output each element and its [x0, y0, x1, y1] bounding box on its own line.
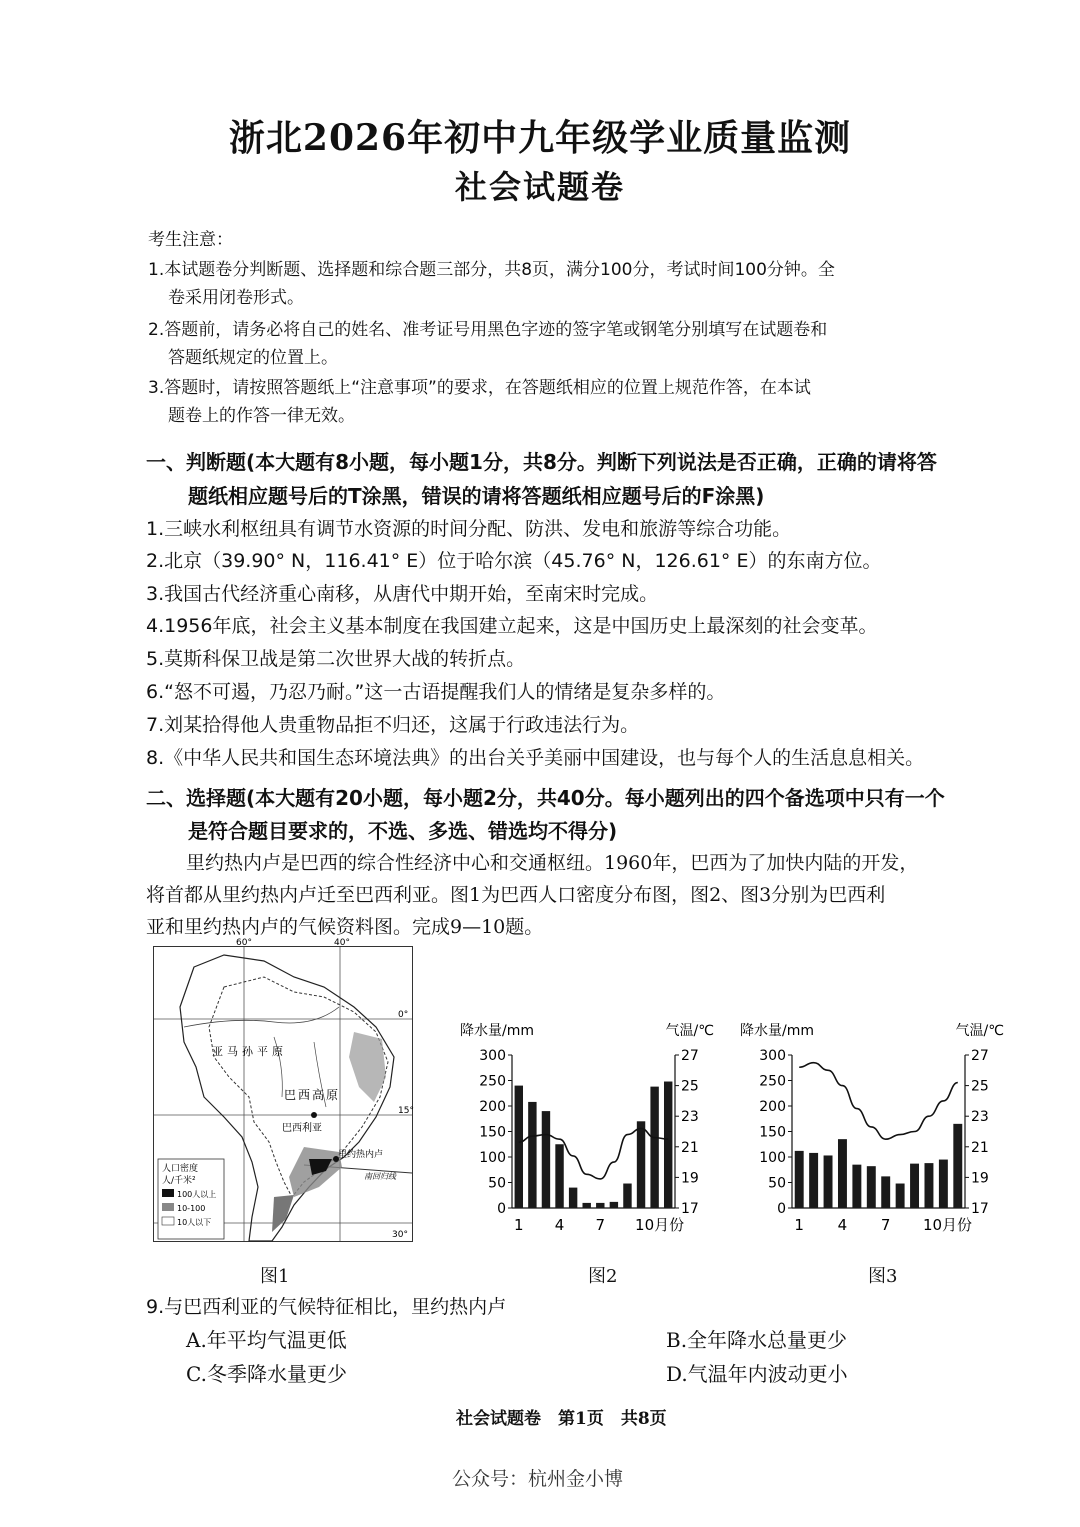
option-b: B.全年降水总量更少 — [666, 1328, 848, 1352]
climate-chart-svg — [730, 1015, 1010, 1245]
notice-line: 2.答题前，请务必将自己的姓名、准考证号用黑色字迹的签字笔或钢笔分别填写在试题卷和 — [148, 320, 828, 340]
section1-heading-cont: 题纸相应题号后的T涂黑，错误的请将答题纸相应题号后的F涂黑) — [188, 484, 765, 508]
y2-tick-label: 27 — [971, 1048, 989, 1064]
x-tick-label: 7 — [880, 1216, 891, 1234]
section1-heading: 一、判断题(本大题有8小题，每小题1分，共8分。判断下列说法是否正确，正确的请将答 — [146, 450, 937, 474]
legend-item: 10-100 — [177, 1204, 206, 1213]
y-tick-label: 0 — [777, 1201, 786, 1217]
section2-heading-cont: 是符合题目要求的，不选、多选、错选均不得分) — [188, 819, 618, 843]
legend-item: 100人以上 — [177, 1190, 217, 1199]
x-tick-label: 4 — [554, 1216, 565, 1234]
notice-line: 1.本试题卷分判断题、选择题和综合题三部分，共8页，满分100分，考试时间100分钟。全 — [148, 260, 835, 280]
option-c: C.冬季降水量更少 — [186, 1362, 347, 1386]
precip-bar — [637, 1121, 645, 1208]
precip-bar — [824, 1155, 833, 1208]
notice-heading: 考生注意： — [148, 230, 233, 250]
y2-tick-label: 19 — [681, 1170, 699, 1187]
notice-line: 卷采用闭卷形式。 — [168, 288, 304, 308]
y2-tick-label: 23 — [971, 1109, 989, 1126]
precip-bar — [809, 1153, 818, 1208]
legend-title: 人口密度 — [162, 1164, 199, 1174]
y2-tick-label: 19 — [971, 1170, 989, 1187]
climate-chart-rio — [730, 1015, 1010, 1245]
lat-label: 0° — [398, 1010, 409, 1020]
place-label-brasilia: 巴西利亚 — [282, 1123, 322, 1134]
passage-line: 亚和里约热内卢的气候资料图。完成9—10题。 — [146, 916, 544, 938]
y-tick-label: 300 — [759, 1048, 786, 1064]
judge-question-1: 1.三峡水利枢纽具有调节水资源的时间分配、防洪、发电和旅游等综合功能。 — [146, 518, 792, 540]
precip-bar — [939, 1160, 948, 1208]
precip-bar — [867, 1166, 876, 1208]
y-tick-label: 250 — [479, 1073, 506, 1090]
y-axis-label: 降水量/mm — [740, 1023, 814, 1039]
notice-line: 答题纸规定的位置上。 — [168, 348, 338, 368]
temperature-line — [799, 1063, 958, 1140]
notice-line: 3.答题时，请按照答题纸上“注意事项”的要求，在答题纸相应的位置上规范作答，在本试 — [148, 378, 811, 398]
x-tick-label: 1 — [794, 1216, 804, 1234]
judge-question-4: 4.1956年底，社会主义基本制度在我国建立起来，这是中国历史上最深刻的社会变革。 — [146, 615, 878, 637]
density-zone-medium — [272, 1195, 294, 1232]
judge-question-6: 6.“怒不可遏，乃忍乃耐。”这一古语提醒我们人的情绪是复杂多样的。 — [146, 681, 726, 703]
amazon-river — [184, 1007, 339, 1027]
x-tick-label: 1 — [514, 1216, 524, 1234]
precip-bar — [542, 1111, 550, 1208]
question-9-stem: 9.与巴西利亚的气候特征相比，里约热内卢 — [146, 1296, 507, 1318]
y-tick-label: 100 — [479, 1150, 506, 1166]
lon-label: 60° — [236, 938, 252, 948]
y-tick-label: 200 — [479, 1099, 506, 1115]
y2-tick-label: 17 — [681, 1201, 699, 1217]
x-tick-label: 10月份 — [922, 1216, 973, 1234]
option-a: A.年平均气温更低 — [186, 1328, 347, 1352]
notice-line: 题卷上的作答一律无效。 — [168, 406, 355, 426]
place-label-plateau: 巴西高原 — [284, 1088, 341, 1102]
precip-bar — [838, 1139, 847, 1208]
x-tick-label: 10月份 — [635, 1216, 685, 1234]
y2-tick-label: 27 — [681, 1048, 699, 1064]
y2-tick-label: 21 — [681, 1139, 699, 1156]
y2-axis-label: 气温/℃ — [955, 1023, 1004, 1039]
y-tick-label: 300 — [479, 1048, 506, 1064]
page-footer: 社会试题卷 第1页 共8页 — [456, 1409, 667, 1429]
page-subtitle: 社会试题卷 — [454, 168, 625, 206]
page-title: 浙北2026年初中九年级学业质量监测 — [228, 117, 852, 159]
judge-question-3: 3.我国古代经济重心南移，从唐代中期开始，至南宋时完成。 — [146, 583, 659, 605]
y-tick-label: 0 — [497, 1201, 506, 1217]
x-tick-label: 4 — [837, 1216, 848, 1234]
legend-swatch-medium — [162, 1203, 174, 1211]
x-tick-label: 7 — [595, 1216, 606, 1234]
y-tick-label: 250 — [759, 1073, 786, 1090]
precip-bar — [881, 1176, 890, 1208]
y2-tick-label: 25 — [681, 1078, 699, 1095]
precip-bar — [852, 1165, 861, 1208]
section2-heading: 二、选择题(本大题有20小题，每小题2分，共40分。每小题列出的四个备选项中只有一个 — [146, 786, 945, 810]
density-zone-medium — [349, 1032, 386, 1102]
y-tick-label: 200 — [759, 1099, 786, 1115]
legend-swatch-low — [162, 1217, 174, 1225]
y-tick-label: 100 — [759, 1150, 786, 1166]
precip-bar — [953, 1124, 962, 1208]
lon-label: 40° — [334, 938, 350, 948]
precip-bar — [515, 1086, 523, 1208]
precip-bar — [569, 1188, 577, 1208]
precip-bar — [555, 1144, 563, 1208]
precip-bar — [596, 1203, 604, 1208]
precip-bar — [795, 1151, 804, 1208]
y-tick-label: 150 — [759, 1124, 786, 1141]
legend-swatch-high — [162, 1189, 174, 1197]
precip-bar — [896, 1184, 905, 1208]
y-tick-label: 150 — [479, 1124, 506, 1141]
place-label-amazon: 亚马孙平原 — [212, 1045, 287, 1058]
precip-bar — [610, 1202, 618, 1208]
passage-line: 将首都从里约热内卢迁至巴西利亚。图1为巴西人口密度分布图，图2、图3分别为巴西利 — [146, 884, 886, 906]
lat-label: 15° — [398, 1106, 414, 1116]
brasilia-marker — [311, 1112, 317, 1118]
precip-bar — [910, 1164, 919, 1208]
figure3-caption: 图3 — [868, 1266, 898, 1287]
y-axis-label: 降水量/mm — [460, 1023, 534, 1039]
precip-bar — [528, 1102, 536, 1208]
legend-item: 10人以下 — [177, 1218, 212, 1227]
passage-line: 里约热内卢是巴西的综合性经济中心和交通枢纽。1960年，巴西为了加快内陆的开发， — [186, 852, 919, 874]
precip-bar — [664, 1082, 672, 1208]
brazil-population-map — [153, 938, 414, 1242]
judge-question-7: 7.刘某拾得他人贵重物品拒不归还，这属于行政违法行为。 — [146, 714, 640, 736]
option-d: D.气温年内波动更小 — [666, 1362, 848, 1386]
precip-bar — [582, 1203, 590, 1208]
judge-question-5: 5.莫斯科保卫战是第二次世界大战的转折点。 — [146, 648, 526, 670]
lat-label: 30° — [392, 1230, 408, 1240]
temperature-line — [519, 1128, 668, 1178]
precip-bar — [623, 1184, 631, 1208]
y2-tick-label: 17 — [971, 1201, 989, 1217]
climate-chart-brasilia — [450, 1015, 720, 1245]
precip-bar — [924, 1163, 933, 1208]
judge-question-8: 8.《中华人民共和国生态环境法典》的出台关乎美丽中国建设，也与每个人的生活息息相关。 — [146, 747, 925, 769]
figure2-caption: 图2 — [588, 1266, 618, 1287]
precip-bar — [650, 1087, 658, 1208]
y2-tick-label: 21 — [971, 1139, 989, 1156]
y2-tick-label: 23 — [681, 1109, 699, 1126]
climate-chart-svg — [450, 1015, 720, 1245]
y-tick-label: 50 — [488, 1175, 506, 1192]
place-label-tropic: 南回归线 — [364, 1172, 396, 1181]
y2-tick-label: 25 — [971, 1078, 989, 1095]
place-label-rio: 里约热内卢 — [338, 1150, 384, 1160]
y2-axis-label: 气温/℃ — [665, 1023, 714, 1039]
map-drawing — [154, 938, 414, 1241]
legend-unit: 人/千米² — [162, 1176, 196, 1186]
watermark: 公众号：杭州金小博 — [452, 1468, 624, 1490]
judge-question-2: 2.北京（39.90° N，116.41° E）位于哈尔滨（45.76° N，126.61° E）的东南方位。 — [146, 550, 882, 572]
y-tick-label: 50 — [768, 1175, 786, 1192]
figure1-caption: 图1 — [260, 1266, 290, 1287]
